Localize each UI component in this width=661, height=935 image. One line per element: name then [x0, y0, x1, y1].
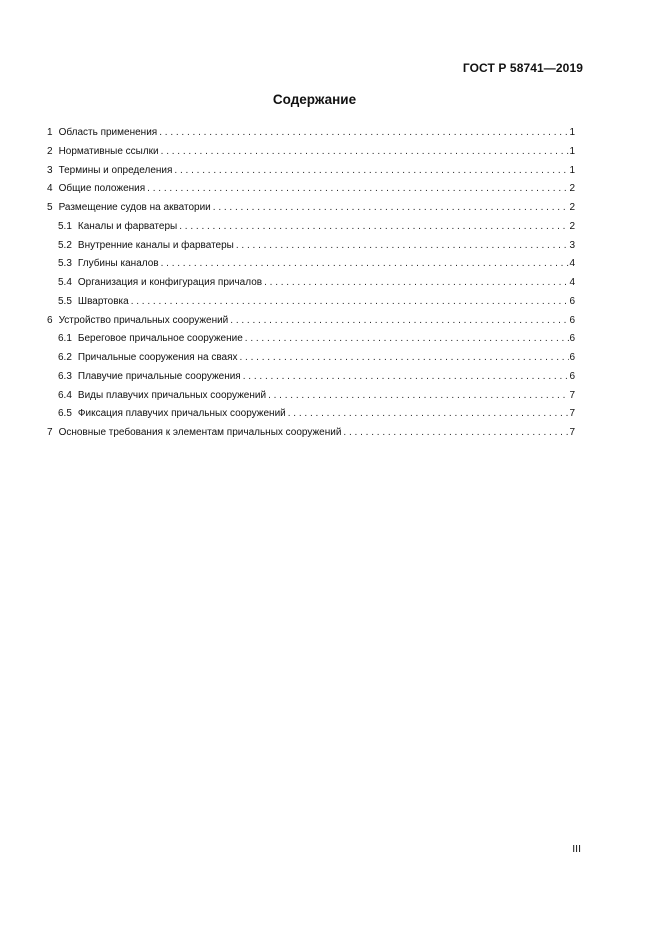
toc-entry-number: 6.1: [58, 333, 72, 345]
toc-leader-dots: [161, 143, 569, 162]
toc-entry-label: Внутренние каналы и фарватеры: [77, 239, 234, 251]
toc-entry-6-3[interactable]: [47, 368, 575, 387]
toc-entry-label: Каналы и фарватеры: [77, 220, 178, 232]
toc-leader-dots: [268, 387, 569, 406]
toc-entry-page: 6: [569, 333, 575, 345]
toc-entry-page: 6: [569, 295, 575, 307]
toc-leader-dots: [245, 330, 569, 349]
toc-entry-6-4[interactable]: [47, 387, 575, 406]
toc-entry-number: 5.3: [58, 258, 72, 270]
toc-leader-dots: [236, 237, 569, 256]
toc-entry-page: 1: [569, 145, 575, 157]
toc-entry-number: 6.3: [58, 370, 72, 382]
toc-entry-5-2[interactable]: [47, 237, 575, 256]
toc-leader-dots: [161, 255, 569, 274]
toc-entry-5-5[interactable]: [47, 293, 575, 312]
toc-entry-page: 1: [569, 127, 575, 138]
toc-entry-label: Плавучие причальные сооружения: [77, 370, 241, 382]
toc-entry-2[interactable]: [47, 143, 575, 162]
toc-entry-page: 2: [569, 202, 575, 213]
toc-entry-number: 6.2: [58, 352, 72, 363]
toc-entry-3[interactable]: [47, 162, 575, 181]
toc-entry-page: 3: [569, 239, 575, 251]
toc-entry-label: Область применения: [58, 127, 158, 138]
toc-entry-page: 2: [569, 183, 575, 195]
toc-entry-6-1[interactable]: [47, 330, 575, 349]
toc-entry-number: 3: [47, 164, 53, 176]
toc-entry-page: 4: [569, 277, 575, 288]
toc-entry-5-3[interactable]: [47, 255, 575, 274]
toc-entry-1[interactable]: [47, 124, 575, 143]
toc-entry-5-4[interactable]: [47, 274, 575, 293]
toc-leader-dots: [230, 312, 569, 331]
toc-entry-number: 6: [47, 314, 53, 326]
toc-entry-page: 4: [569, 258, 575, 270]
toc-entry-page: 6: [569, 314, 575, 326]
toc-entry-page: 7: [569, 427, 575, 438]
toc-entry-label: Размещение судов на акватории: [58, 202, 211, 213]
page-number: III: [572, 843, 581, 855]
toc-leader-dots: [240, 349, 570, 368]
toc-entry-6[interactable]: [47, 312, 575, 331]
toc-leader-dots: [174, 162, 569, 181]
toc-entry-4[interactable]: [47, 180, 575, 199]
toc-entry-number: 5: [47, 202, 53, 213]
toc-entry-page: 7: [569, 408, 575, 420]
toc-entry-page: 6: [569, 370, 575, 382]
toc-entry-label: Виды плавучих причальных сооружений: [77, 389, 267, 401]
toc-entry-5[interactable]: [47, 199, 575, 218]
toc-entry-number: 6.4: [58, 389, 72, 401]
table-of-contents: [47, 124, 575, 443]
toc-entry-number: 5.4: [58, 277, 72, 288]
toc-entry-page: 7: [569, 389, 575, 401]
toc-leader-dots: [264, 274, 569, 293]
toc-entry-label: Швартовка: [77, 295, 129, 307]
toc-entry-label: Причальные сооружения на сваях: [77, 352, 238, 363]
document-code: ГОСТ Р 58741—2019: [462, 61, 583, 75]
toc-entry-number: 4: [47, 183, 53, 195]
toc-entry-label: Организация и конфигурация причалов: [77, 277, 263, 288]
toc-entry-number: 5.5: [58, 295, 72, 307]
toc-entry-6-2[interactable]: [47, 349, 575, 368]
toc-entry-number: 5.1: [58, 220, 72, 232]
toc-leader-dots: [147, 180, 569, 199]
toc-entry-number: 5.2: [58, 239, 72, 251]
toc-leader-dots: [213, 199, 569, 218]
toc-entry-number: 1: [47, 127, 53, 138]
toc-leader-dots: [243, 368, 569, 387]
toc-leader-dots: [159, 124, 569, 143]
toc-entry-5-1[interactable]: [47, 218, 575, 237]
toc-leader-dots: [179, 218, 569, 237]
toc-entry-number: 2: [47, 145, 53, 157]
toc-leader-dots: [131, 293, 569, 312]
toc-entry-label: Глубины каналов: [77, 258, 159, 270]
toc-entry-label: Нормативные ссылки: [58, 145, 159, 157]
toc-leader-dots: [288, 405, 569, 424]
toc-entry-label: Фиксация плавучих причальных сооружений: [77, 408, 286, 420]
toc-entry-page: 2: [569, 220, 575, 232]
toc-entry-label: Основные требования к элементам причальных сооружений: [58, 427, 342, 438]
toc-entry-label: Общие положения: [58, 183, 146, 195]
toc-entry-page: 1: [569, 164, 575, 176]
toc-entry-label: Береговое причальное сооружение: [77, 333, 243, 345]
toc-entry-label: Термины и определения: [58, 164, 173, 176]
toc-entry-6-5[interactable]: [47, 405, 575, 424]
toc-leader-dots: [343, 424, 569, 443]
toc-entry-7[interactable]: [47, 424, 575, 443]
toc-entry-label: Устройство причальных сооружений: [58, 314, 229, 326]
toc-title: Содержание: [272, 92, 357, 107]
toc-entry-page: 6: [569, 352, 575, 363]
toc-entry-number: 6.5: [58, 408, 72, 420]
toc-entry-number: 7: [47, 427, 53, 438]
